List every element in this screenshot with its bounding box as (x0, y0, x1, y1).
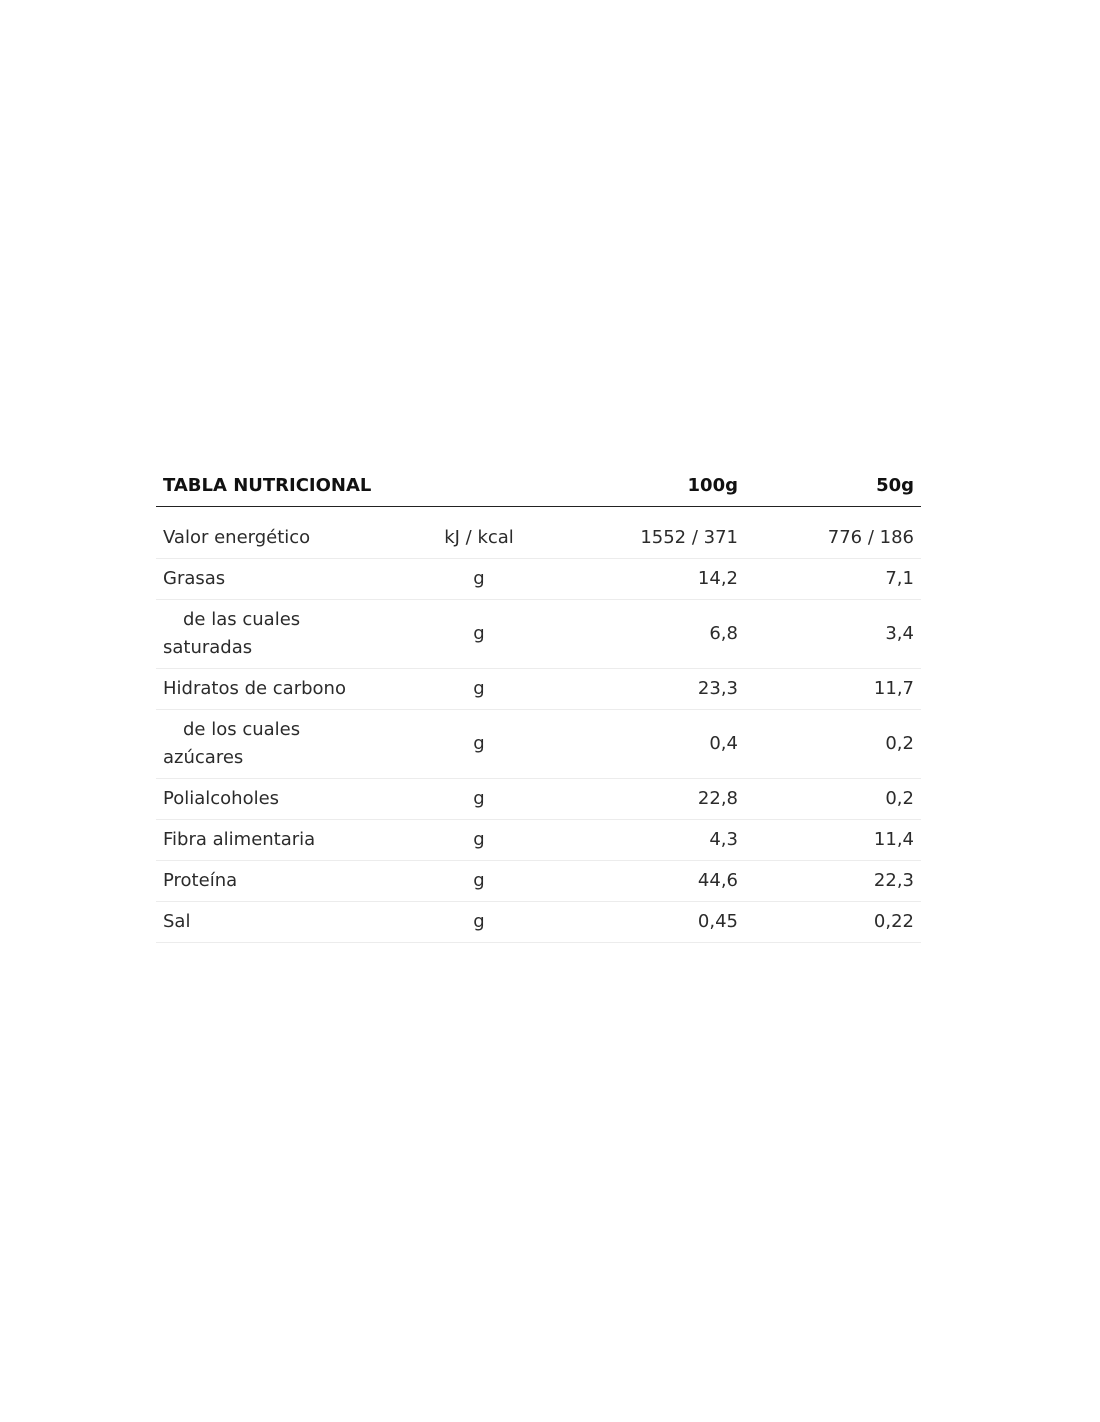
nutrient-unit: g (473, 788, 485, 809)
table-body (156, 518, 921, 943)
value-50g: 11,4 (873, 829, 914, 850)
nutrient-name-line1: de las cuales (183, 609, 301, 630)
table-title: TABLA NUTRICIONAL (163, 475, 372, 496)
value-100g: 44,6 (697, 870, 738, 891)
nutrient-name: Hidratos de carbono (163, 678, 346, 699)
table-row (156, 669, 921, 710)
nutrient-unit: g (473, 870, 485, 891)
value-100g: 6,8 (709, 623, 738, 644)
value-50g: 22,3 (873, 870, 914, 891)
nutrient-name: Valor energético (163, 527, 311, 548)
value-100g: 0,45 (697, 911, 738, 932)
table-row (156, 820, 921, 861)
nutrient-name: Proteína (163, 870, 238, 891)
nutrient-name: Grasas (163, 568, 226, 589)
value-50g: 0,22 (873, 911, 914, 932)
column-header-100g: 100g (687, 475, 738, 496)
table-row (156, 902, 921, 943)
nutrient-name (163, 606, 300, 662)
value-50g: 776 / 186 (827, 527, 914, 548)
column-header-50g: 50g (876, 475, 914, 496)
table-row (156, 779, 921, 820)
nutrient-name (163, 716, 300, 772)
table-row (156, 600, 921, 669)
nutrient-name-line2: azúcares (163, 747, 244, 768)
value-100g: 0,4 (709, 733, 738, 754)
nutrient-name: Sal (163, 911, 191, 932)
nutrient-unit: g (473, 733, 485, 754)
value-100g: 4,3 (709, 829, 738, 850)
value-50g: 0,2 (885, 733, 914, 754)
value-50g: 7,1 (885, 568, 914, 589)
value-50g: 3,4 (885, 623, 914, 644)
value-100g: 1552 / 371 (640, 527, 738, 548)
nutrient-name-line1: de los cuales (183, 719, 301, 740)
value-50g: 11,7 (873, 678, 914, 699)
table-row (156, 518, 921, 559)
nutrient-unit: g (473, 623, 485, 644)
value-100g: 22,8 (697, 788, 738, 809)
nutrient-name: Fibra alimentaria (163, 829, 316, 850)
nutrient-name: Polialcoholes (163, 788, 280, 809)
nutrient-unit: g (473, 829, 485, 850)
nutrition-table (156, 466, 921, 943)
table-row (156, 559, 921, 600)
nutrient-unit: g (473, 911, 485, 932)
table-header (156, 466, 921, 507)
value-100g: 23,3 (697, 678, 738, 699)
nutrient-unit: kJ / kcal (444, 527, 514, 548)
value-100g: 14,2 (697, 568, 738, 589)
table-row (156, 861, 921, 902)
nutrient-unit: g (473, 678, 485, 699)
value-50g: 0,2 (885, 788, 914, 809)
table-row (156, 710, 921, 779)
nutrient-name-line2: saturadas (163, 637, 253, 658)
nutrient-unit: g (473, 568, 485, 589)
